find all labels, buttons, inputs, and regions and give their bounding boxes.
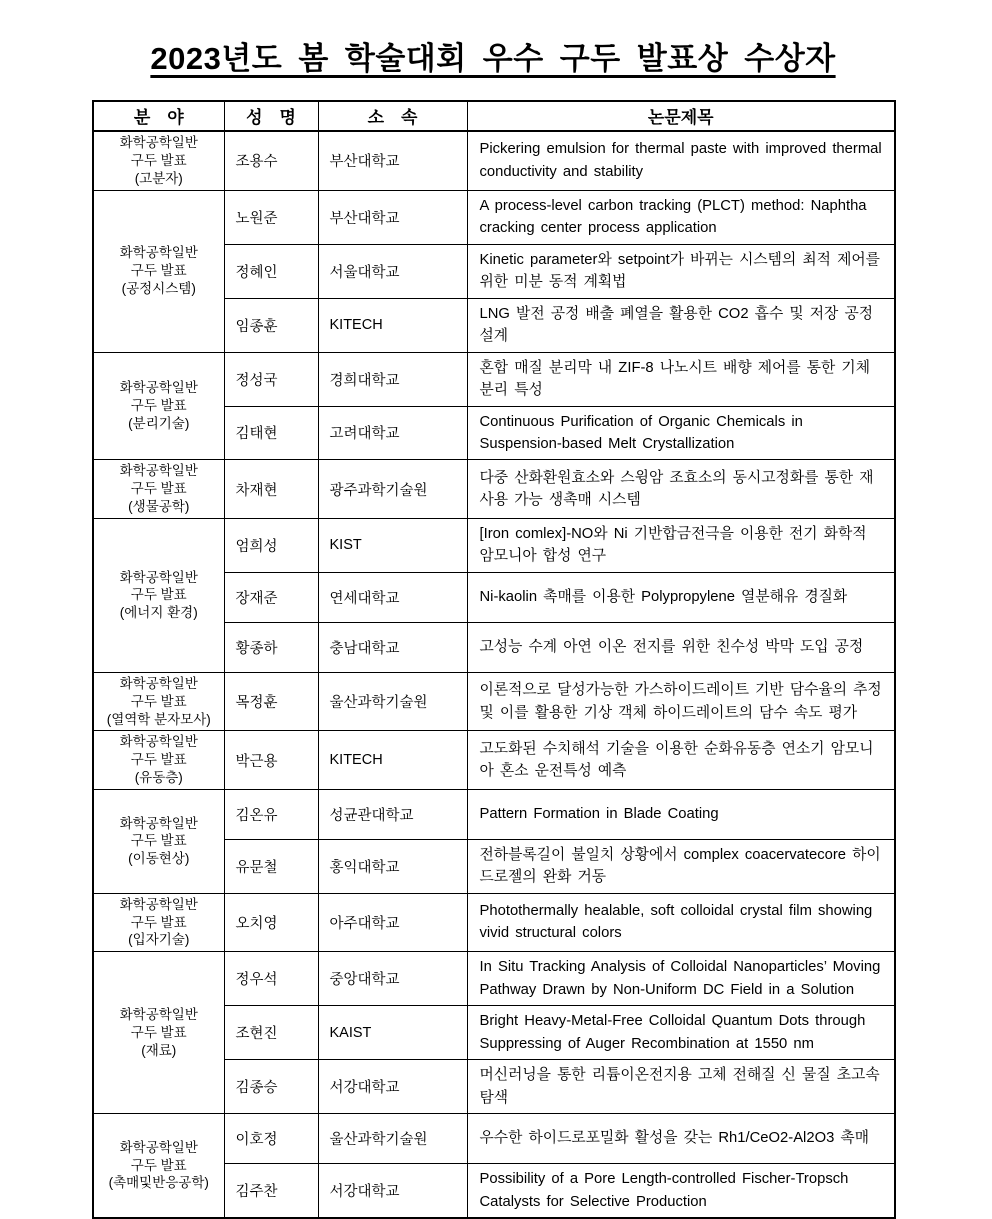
affiliation-cell: 연세대학교: [318, 572, 467, 622]
affiliation-cell: 서강대학교: [318, 1164, 467, 1218]
field-cell: [93, 789, 224, 893]
field-line: 구두 발표: [130, 481, 187, 497]
paper-title-cell: LNG 발전 공정 배출 폐열을 활용한 CO2 흡수 및 저장 공정 설계: [467, 298, 895, 352]
table-row: [93, 1114, 895, 1164]
field-line: 화학공학일반: [119, 896, 198, 912]
affiliation-cell: 부산대학교: [318, 131, 467, 190]
paper-title-cell: 우수한 하이드로포밀화 활성을 갖는 Rh1/CeO2-Al2O3 촉매: [467, 1114, 895, 1164]
field-cell: [93, 893, 224, 951]
affiliation-cell: 홍익대학교: [318, 839, 467, 893]
table-row: [93, 460, 895, 518]
name-cell: 차재현: [224, 460, 318, 518]
table-row: [93, 731, 895, 789]
affiliation-cell: 고려대학교: [318, 406, 467, 460]
paper-title-cell: Pickering emulsion for thermal paste with improved thermal conductivity and stability: [467, 131, 895, 190]
paper-title-cell: In Situ Tracking Analysis of Colloidal Nanoparticles’ Moving Pathway Drawn by Non-Uniform DC Field in a Solution: [467, 952, 895, 1006]
field-line: (재료): [141, 1042, 177, 1058]
paper-title-cell: A process-level carbon tracking (PLCT) method: Naphtha cracking center process application: [467, 190, 895, 244]
name-cell: 조현진: [224, 1006, 318, 1060]
paper-title-cell: 고도화된 수치해석 기술을 이용한 순화유동층 연소기 암모니아 혼소 운전특성 예측: [467, 731, 895, 789]
field-line: (분리기술): [128, 415, 190, 431]
table-row: [93, 789, 895, 839]
field-line: 구두 발표: [130, 914, 187, 930]
affiliation-cell: KIST: [318, 518, 467, 572]
name-cell: 김종승: [224, 1060, 318, 1114]
field-line: 구두 발표: [130, 263, 187, 279]
field-line: 구두 발표: [130, 1024, 187, 1040]
affiliation-cell: 울산과학기술원: [318, 672, 467, 730]
affiliation-cell: 부산대학교: [318, 190, 467, 244]
affiliation-cell: 광주과학기술원: [318, 460, 467, 518]
field-line: (이동현상): [128, 851, 190, 867]
name-cell: 목정훈: [224, 672, 318, 730]
field-cell: [93, 672, 224, 730]
field-line: 구두 발표: [130, 693, 187, 709]
field-line: 화학공학일반: [119, 569, 198, 585]
paper-title-cell: 고성능 수계 아연 이온 전지를 위한 친수성 박막 도입 공정: [467, 622, 895, 672]
field-line: 구두 발표: [130, 1157, 187, 1173]
field-line: 화학공학일반: [119, 1139, 198, 1155]
field-line: (에너지 환경): [119, 605, 198, 621]
affiliation-cell: KITECH: [318, 731, 467, 789]
field-line: 구두 발표: [130, 153, 187, 168]
name-cell: 정성국: [224, 352, 318, 406]
field-line: (열역학 분자모사): [106, 711, 211, 727]
name-cell: 오치영: [224, 893, 318, 951]
field-cell: [93, 190, 224, 352]
field-line: (고분자): [134, 170, 183, 186]
name-cell: 김온유: [224, 789, 318, 839]
name-cell: 장재준: [224, 572, 318, 622]
table-row: [93, 952, 895, 1006]
name-cell: 황종하: [224, 622, 318, 672]
paper-title-cell: Pattern Formation in Blade Coating: [467, 789, 895, 839]
field-line: 화학공학일반: [119, 463, 198, 479]
field-cell: [93, 460, 224, 518]
paper-title-cell: Ni-kaolin 촉매를 이용한 Polypropylene 열분해유 경질화: [467, 572, 895, 622]
paper-title-cell: Bright Heavy-Metal-Free Colloidal Quantum Dots through Suppressing of Auger Recombination at 1550 nm: [467, 1006, 895, 1060]
field-line: 화학공학일반: [119, 135, 198, 151]
field-line: 화학공학일반: [119, 1006, 198, 1022]
field-cell: [93, 952, 224, 1114]
field-line: 화학공학일반: [119, 815, 198, 831]
field-line: (유동층): [134, 769, 183, 785]
field-cell: [93, 1114, 224, 1218]
paper-title-cell: 전하블록길이 불일치 상황에서 complex coacervatecore 하이드로젤의 완화 거동: [467, 839, 895, 893]
affiliation-cell: 아주대학교: [318, 893, 467, 951]
header-name: 성 명: [224, 101, 318, 131]
paper-title-cell: 이론적으로 달성가능한 가스하이드레이트 기반 담수율의 추정 및 이를 활용한 기상 객체 하이드레이트의 담수 속도 평가: [467, 672, 895, 730]
paper-title-cell: Possibility of a Pore Length-controlled Fischer-Tropsch Catalysts for Selective Production: [467, 1164, 895, 1218]
name-cell: 이호정: [224, 1114, 318, 1164]
affiliation-cell: 성균관대학교: [318, 789, 467, 839]
field-cell: [93, 731, 224, 789]
field-line: (촉매및반응공학): [108, 1175, 209, 1191]
table-row: [93, 131, 895, 190]
header-affiliation: 소 속: [318, 101, 467, 131]
field-line: (생물공학): [128, 499, 190, 515]
paper-title-cell: 혼합 매질 분리막 내 ZIF-8 나노시트 배향 제어를 통한 기체 분리 특성: [467, 352, 895, 406]
field-line: 구두 발표: [130, 587, 187, 603]
table-row: [93, 352, 895, 406]
field-line: 화학공학일반: [119, 380, 198, 396]
paper-title-cell: 머신러닝을 통한 리튬이온전지용 고체 전해질 신 물질 초고속 탐색: [467, 1060, 895, 1114]
affiliation-cell: KITECH: [318, 298, 467, 352]
field-line: (공정시스템): [121, 280, 196, 296]
name-cell: 정혜인: [224, 244, 318, 298]
header-field: 분 야: [93, 101, 224, 131]
field-cell: [93, 131, 224, 190]
name-cell: 임종훈: [224, 298, 318, 352]
field-line: 화학공학일반: [119, 734, 198, 750]
awards-table: [92, 100, 896, 1219]
paper-title-cell: 다중 산화환원효소와 스윙암 조효소의 동시고정화를 통한 재사용 가능 생촉매 시스템: [467, 460, 895, 518]
affiliation-cell: 서울대학교: [318, 244, 467, 298]
paper-title-cell: Kinetic parameter와 setpoint가 바뀌는 시스템의 최적 제어를 위한 미분 동적 계획법: [467, 244, 895, 298]
paper-title-cell: Photothermally healable, soft colloidal crystal film showing vivid structural colors: [467, 893, 895, 951]
affiliation-cell: KAIST: [318, 1006, 467, 1060]
table-row: [93, 893, 895, 951]
affiliation-cell: 경희대학교: [318, 352, 467, 406]
field-line: 구두 발표: [130, 398, 187, 414]
field-line: 화학공학일반: [119, 245, 198, 261]
name-cell: 박근용: [224, 731, 318, 789]
table-row: [93, 672, 895, 730]
name-cell: 엄희성: [224, 518, 318, 572]
table-row: [93, 518, 895, 572]
field-cell: [93, 352, 224, 460]
header-row: [93, 101, 895, 131]
name-cell: 유문철: [224, 839, 318, 893]
name-cell: 노원준: [224, 190, 318, 244]
field-cell: [93, 518, 224, 672]
document-title: 2023년도 봄 학술대회 우수 구두 발표상 수상자: [150, 41, 836, 76]
field-line: 구두 발표: [130, 833, 187, 849]
paper-title-cell: [Iron comlex]-NO와 Ni 기반합금전극을 이용한 전기 화학적 암모니아 합성 연구: [467, 518, 895, 572]
awards-table-body: [93, 131, 895, 1218]
field-line: (입자기술): [128, 932, 190, 948]
field-line: 구두 발표: [130, 752, 187, 768]
header-paper-title: 논문제목: [467, 101, 895, 131]
field-line: 화학공학일반: [119, 675, 198, 691]
affiliation-cell: 충남대학교: [318, 622, 467, 672]
affiliation-cell: 서강대학교: [318, 1060, 467, 1114]
table-row: [93, 190, 895, 244]
name-cell: 조용수: [224, 131, 318, 190]
affiliation-cell: 울산과학기술원: [318, 1114, 467, 1164]
paper-title-cell: Continuous Purification of Organic Chemicals in Suspension-based Melt Crystallization: [467, 406, 895, 460]
name-cell: 김태현: [224, 406, 318, 460]
affiliation-cell: 중앙대학교: [318, 952, 467, 1006]
name-cell: 김주찬: [224, 1164, 318, 1218]
name-cell: 정우석: [224, 952, 318, 1006]
